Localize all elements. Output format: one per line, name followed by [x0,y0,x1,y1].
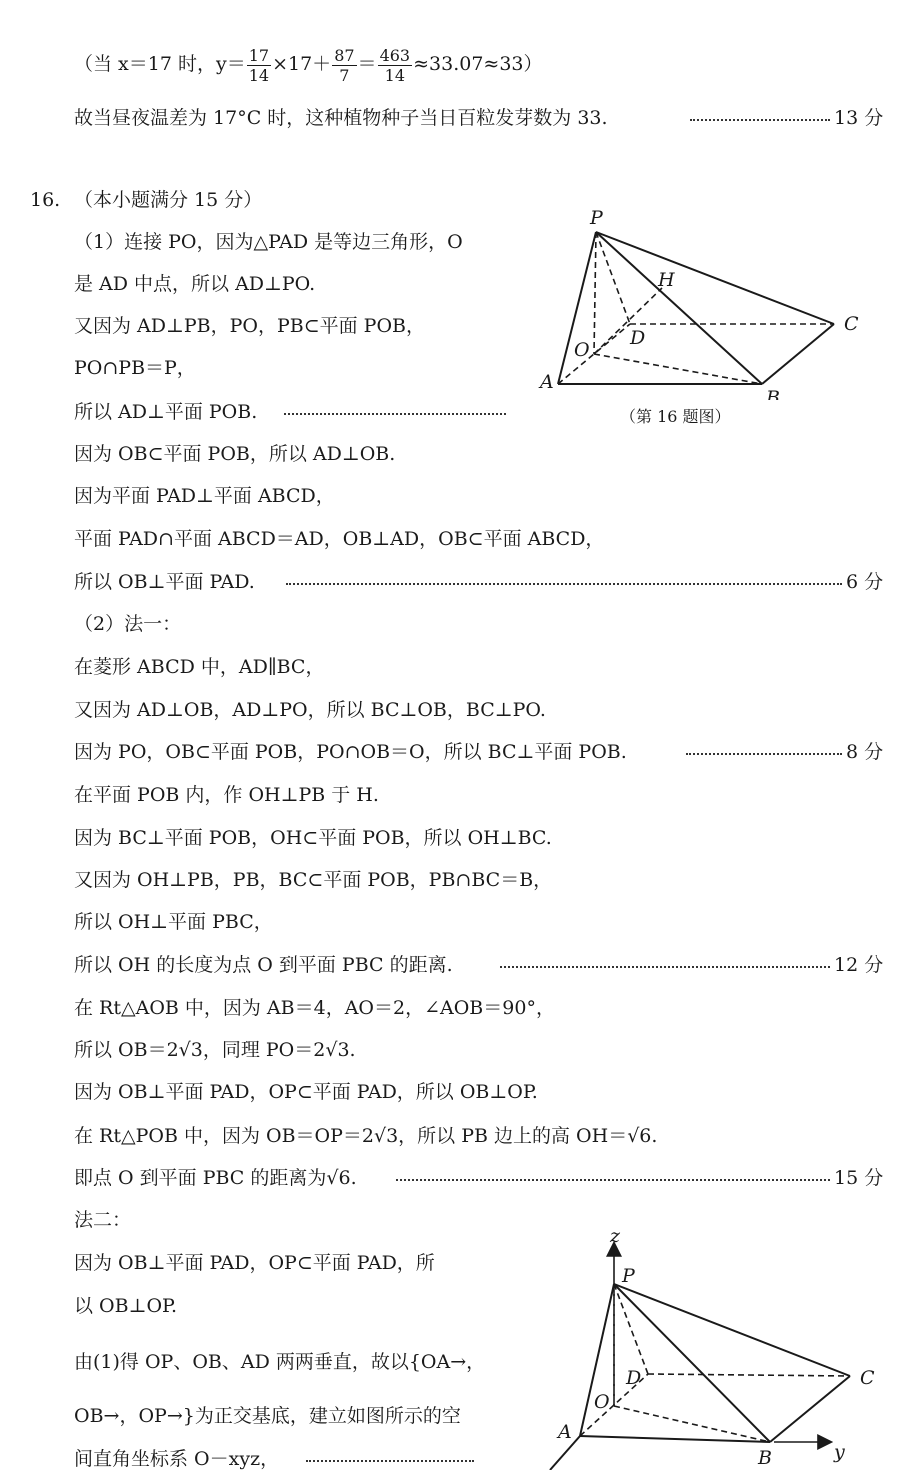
dot-leader [500,953,830,977]
formula-line [74,44,543,85]
fraction-17-14: $\frac{17}{14}$ [248,45,270,85]
label-B: B [766,387,780,400]
formula-close: ≈33.07≈33） [413,53,543,75]
score-12: 12 分 [834,954,884,976]
text-line: 在平面 POB 内，作 OH⊥PB 于 H. [74,784,379,806]
text-line: 因为 OB⊥平面 PAD，OP⊂平面 PAD，所以 OB⊥OP. [74,1081,538,1103]
label-D: D [630,327,646,349]
question-number: 16. [30,189,61,211]
label-A: A [540,371,554,393]
formula-mid-1: ×17＋ [272,53,332,75]
text-line: 即点 O 到平面 PBC 的距离为√6. [74,1167,357,1189]
text-line: 是 AD 中点，所以 AD⊥PO. [74,273,316,295]
text-line: 因为 OB⊂平面 POB，所以 AD⊥OB. [74,443,396,465]
dot-leader [690,106,830,130]
label-C2: C [860,1367,875,1389]
text-line: 在 Rt△AOB 中，因为 AB＝4，AO＝2，∠AOB＝90°， [74,997,555,1019]
dot-leader [396,1166,830,1190]
text-line: 因为 OB⊥平面 PAD，OP⊂平面 PAD，所 [74,1252,435,1274]
text-line: 又因为 OH⊥PB，PB，BC⊂平面 POB，PB∩BC＝B， [74,869,553,891]
axis-label-z: z [610,1226,621,1247]
text-line: 所以 OH 的长度为点 O 到平面 PBC 的距离. [74,954,453,976]
label-P: P [590,207,603,229]
formula-open: （当 x＝17 时，y＝ [74,53,246,75]
question-header: （本小题满分 15 分） [74,189,263,211]
dot-leader [284,400,506,424]
formula-mid-2: ＝ [357,53,377,75]
coordinate-diagram [530,1226,890,1470]
text-line: OB→，OP→}为正交基底，建立如图所示的空 [74,1405,461,1427]
text-line: （1）连接 PO，因为△PAD 是等边三角形，O [74,231,463,253]
label-B2: B [758,1447,772,1469]
fraction-463-14: $\frac{463}{14}$ [379,45,411,85]
dot-leader [306,1447,474,1471]
text-line: PO∩PB＝P， [74,357,196,379]
text-line: 所以 AD⊥平面 POB. [74,401,258,423]
text-line: 又因为 AD⊥OB，AD⊥PO，所以 BC⊥OB，BC⊥PO. [74,699,546,721]
label-A2: A [558,1421,572,1443]
label-C: C [844,313,859,335]
text-line: 间直角坐标系 O－xyz， [74,1448,280,1470]
text-line: 所以 OH⊥平面 PBC， [74,911,273,933]
text-line: 因为 BC⊥平面 POB，OH⊂平面 POB，所以 OH⊥BC. [74,827,552,849]
text-line: 平面 PAD∩平面 ABCD＝AD，OB⊥AD，OB⊂平面 ABCD， [74,528,605,550]
text-line: 法二： [74,1209,132,1231]
text-line: 所以 OB⊥平面 PAD. [74,571,255,593]
axis-label-y: y [834,1441,845,1463]
dot-leader [286,570,842,594]
label-O2: O [594,1391,610,1413]
score-13: 13 分 [834,107,884,129]
fraction-87-7: $\frac{87}{7}$ [334,45,355,85]
text-line: 因为 PO，OB⊂平面 POB，PO∩OB＝O，所以 BC⊥平面 POB. [74,741,627,763]
score-6: 6 分 [846,571,884,593]
text-line: 以 OB⊥OP. [74,1295,177,1317]
dot-leader [686,740,842,764]
figure-16-pyramid [530,200,870,400]
score-15: 15 分 [834,1167,884,1189]
text-line: 由(1)得 OP、OB、AD 两两垂直，故以{OA→， [74,1351,486,1373]
text-line: 因为平面 PAD⊥平面 ABCD， [74,485,335,507]
text-line: 又因为 AD⊥PB，PO，PB⊂平面 POB， [74,315,425,337]
text-line: （2）法一： [74,613,182,635]
pyramid-diagram [530,200,870,400]
conclusion-line: 故当昼夜温差为 17°C 时，这种植物种子当日百粒发芽数为 33. [74,107,608,129]
label-H: H [658,269,675,291]
label-P2: P [622,1265,635,1287]
figure-16-coordinates [530,1226,890,1470]
label-D2: D [626,1367,642,1389]
text-line: 所以 OB＝2√3，同理 PO＝2√3. [74,1039,356,1061]
text-line: 在 Rt△POB 中，因为 OB＝OP＝2√3，所以 PB 边上的高 OH＝√6. [74,1125,658,1147]
score-8: 8 分 [846,741,884,763]
text-line: 在菱形 ABCD 中，AD∥BC， [74,656,325,678]
label-O: O [574,339,590,361]
figure-caption: （第 16 题图） [620,407,731,426]
